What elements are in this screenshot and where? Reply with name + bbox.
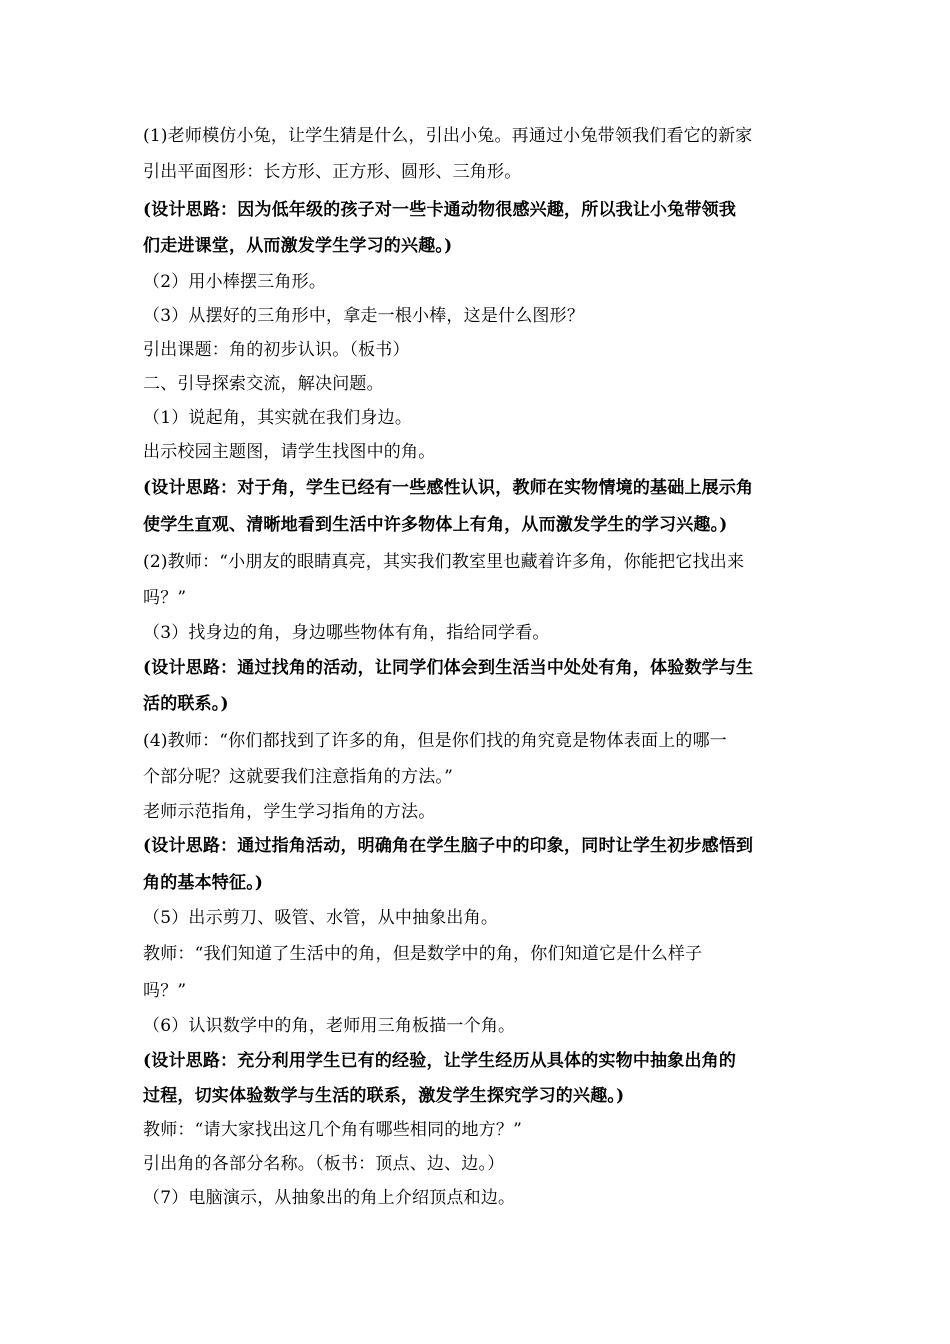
text-line: 教师：“我们知道了生活中的角，但是数学中的角，你们知道它是什么样子	[143, 944, 703, 964]
text-line: 教师：“请大家找出这几个角有哪些相同的地方？”	[143, 1120, 522, 1140]
design-note-line: 们走进课堂，从而激发学生学习的兴趣。)	[143, 236, 453, 256]
design-note-line: 使学生直观、清晰地看到生活中许多物体上有角，从而激发学生的学习兴趣。)	[143, 515, 728, 535]
text-line: 吗？”	[143, 981, 187, 1001]
text-line: 引出课题：角的初步认识。（板书）	[143, 340, 410, 360]
text-line: (2)教师：“小朋友的眼睛真亮，其实我们教室里也藏着许多角，你能把它找出来	[143, 552, 745, 572]
text-line: 吗？”	[143, 588, 187, 608]
text-line: 引出平面图形：长方形、正方形、圆形、三角形。	[143, 162, 522, 182]
text-line: 出示校园主题图，请学生找图中的角。	[143, 442, 436, 462]
text-line: （6）认识数学中的角，老师用三角板描一个角。	[143, 1016, 516, 1036]
text-line: （3）从摆好的三角形中，拿走一根小棒，这是什么图形？	[143, 306, 585, 326]
design-note-line: (设计思路：充分利用学生已有的经验，让学生经历从具体的实物中抽象出角的	[143, 1051, 737, 1071]
text-line: (1)老师模仿小兔，让学生猜是什么，引出小兔。再通过小兔带领我们看它的新家	[143, 126, 753, 146]
design-note-line: 活的联系。)	[143, 694, 229, 714]
design-note-line: 过程，切实体验数学与生活的联系，激发学生探究学习的兴趣。)	[143, 1086, 625, 1106]
design-note-line: (设计思路：因为低年级的孩子对一些卡通动物很感兴趣，所以我让小兔带领我	[143, 200, 737, 220]
text-line: 引出角的各部分名称。（板书：顶点、边、边。）	[143, 1154, 505, 1174]
design-note-line: (设计思路：对于角，学生已经有一些感性认识，教师在实物情境的基础上展示角	[143, 478, 754, 498]
section-heading: 二、引导探索交流，解决问题。	[143, 374, 384, 394]
text-line: 老师示范指角，学生学习指角的方法。	[143, 802, 436, 822]
text-line: （3）找身边的角，身边哪些物体有角，指给同学看。	[143, 623, 550, 643]
text-line: （2）用小棒摆三角形。	[143, 272, 327, 292]
text-line: 个部分呢？这就要我们注意指角的方法。”	[143, 767, 453, 787]
text-line: （5）出示剪刀、吸管、水管，从中抽象出角。	[143, 908, 499, 928]
text-line: (4)教师：“你们都找到了许多的角，但是你们找的角究竟是物体表面上的哪一	[143, 731, 727, 751]
design-note-line: 角的基本特征。)	[143, 873, 264, 893]
text-line: （7）电脑演示，从抽象出的角上介绍顶点和边。	[143, 1188, 516, 1208]
design-note-line: (设计思路：通过指角活动，明确角在学生脑子中的印象，同时让学生初步感悟到	[143, 836, 754, 856]
text-line: （1）说起角，其实就在我们身边。	[143, 408, 413, 428]
design-note-line: (设计思路：通过找角的活动，让同学们体会到生活当中处处有角，体验数学与生	[143, 658, 754, 678]
